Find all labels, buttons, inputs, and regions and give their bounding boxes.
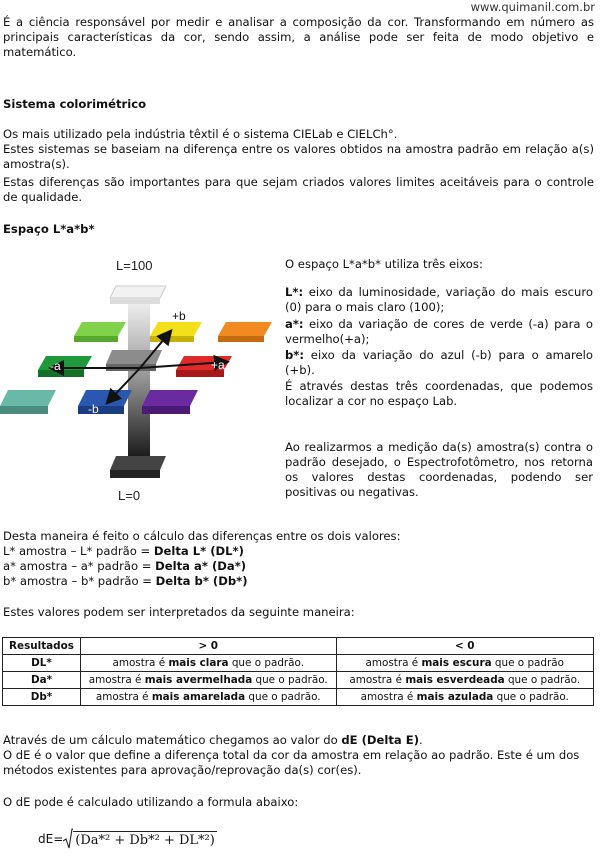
formula-lhs: dE= bbox=[38, 832, 64, 846]
sistema-p3: Estas diferenças são importantes para que sejam criados valores limites aceitáveis para o controle de qualidade. bbox=[3, 175, 594, 204]
cell-positive: amostra é mais amarelada que o padrão. bbox=[80, 689, 336, 706]
teal-plate bbox=[0, 390, 56, 406]
cell-positive: amostra é mais avermelhada que o padrão. bbox=[80, 672, 336, 689]
lab-color-space-diagram bbox=[0, 250, 280, 506]
sistema-p1: Os mais utilizado pela indústria têxtil é o sistema CIELab e CIELCh°. bbox=[3, 127, 398, 141]
label-minus-b: -b bbox=[88, 402, 99, 416]
table-row bbox=[3, 689, 594, 706]
label-plus-b: +b bbox=[172, 309, 186, 323]
blue-plate bbox=[78, 390, 132, 406]
delta-e-formula bbox=[38, 828, 217, 850]
sistema-p2: Estes sistemas se baseiam na diferença entre os valores obtidos na amostra padrão em relação a(s) amostra(s). bbox=[3, 142, 594, 171]
top-white-plate bbox=[110, 286, 166, 298]
orange-plate bbox=[218, 322, 272, 336]
axis-l-description: L*: eixo da luminosidade, variação do mais escuro (0) para o mais claro (100); bbox=[285, 285, 593, 314]
yellow-plate bbox=[150, 322, 202, 336]
interp-paragraph: Estes valores podem ser interpretados da seguinte maneira: bbox=[3, 605, 355, 619]
label-plus-a: +a bbox=[211, 358, 225, 372]
delta-b-line: b* amostra – b* padrão = Delta b* (Db*) bbox=[3, 574, 248, 588]
table-row bbox=[3, 655, 594, 672]
row-label: DL* bbox=[3, 655, 81, 672]
calculo-intro: Desta maneira é feito o cálculo das diferenças entre os dois valores: bbox=[3, 529, 401, 543]
table-row bbox=[3, 672, 594, 689]
sqrt-icon bbox=[63, 828, 73, 850]
label-l100: L=100 bbox=[116, 258, 153, 273]
cell-negative: amostra é mais azulada que o padrão. bbox=[336, 689, 594, 706]
section-title-espaco: Espaço L*a*b* bbox=[3, 222, 95, 236]
purple-plate bbox=[142, 390, 198, 406]
header-positive: > 0 bbox=[80, 638, 336, 655]
bottom-black-plate bbox=[110, 470, 160, 478]
cell-positive: amostra é mais clara que o padrão. bbox=[80, 655, 336, 672]
cell-negative: amostra é mais escura que o padrão bbox=[336, 655, 594, 672]
de-p2: O dE é o valor que define a diferença total da cor da amostra em relação ao padrão. Este é um dos métodos existentes para aprovação/reprovação da(s) cor(es). bbox=[3, 748, 580, 777]
label-minus-a: -a bbox=[50, 359, 61, 373]
label-l0: L=0 bbox=[118, 488, 141, 503]
results-table bbox=[2, 637, 594, 706]
axis-b-description: b*: eixo da variação do azul (-b) para o amarelo (+b). bbox=[285, 348, 593, 377]
header-resultados: Resultados bbox=[3, 638, 81, 655]
de-p1: Através de um cálculo matemático chegamos ao valor do dE (Delta E). bbox=[3, 733, 423, 747]
row-label: Db* bbox=[3, 689, 81, 706]
site-url: www.quimanil.com.br bbox=[470, 0, 595, 14]
cell-negative: amostra é mais esverdeada que o padrão. bbox=[336, 672, 594, 689]
medicao-paragraph: Ao realizarmos a medição da(s) amostra(s) contra o padrão desejado, o Espectrofotômetro, nos retorna os valores destas coordenadas, podendo ser positivas ou negativas. bbox=[285, 440, 593, 499]
light-green-plate bbox=[74, 322, 126, 336]
de-p3: O dE pode é calculado utilizando a formula abaixo: bbox=[3, 795, 299, 809]
table-header-row bbox=[3, 638, 594, 655]
intro-paragraph: É a ciência responsável por medir e analisar a composição da cor. Transformando em número as principais características da cor, sendo assim, a análise pode ser feita de modo objetivo e matemático. bbox=[3, 15, 594, 59]
formula-rhs: (Da*² + Db*² + DL*²) bbox=[75, 832, 215, 848]
delta-a-line: a* amostra – a* padrão = Delta a* (Da*) bbox=[3, 559, 247, 573]
coords-paragraph: É através destas três coordenadas, que podemos localizar a cor no espaço Lab. bbox=[285, 379, 593, 408]
delta-l-line: L* amostra – L* padrão = Delta L* (DL*) bbox=[3, 544, 244, 558]
axis-a-description: a*: eixo da variação de cores de verde (-a) para o vermelho(+a); bbox=[285, 317, 593, 346]
header-negative: < 0 bbox=[336, 638, 594, 655]
espaco-intro: O espaço L*a*b* utiliza três eixos: bbox=[285, 257, 483, 271]
section-title-sistema: Sistema colorimétrico bbox=[3, 97, 147, 111]
row-label: Da* bbox=[3, 672, 81, 689]
lightness-axis bbox=[128, 298, 150, 468]
